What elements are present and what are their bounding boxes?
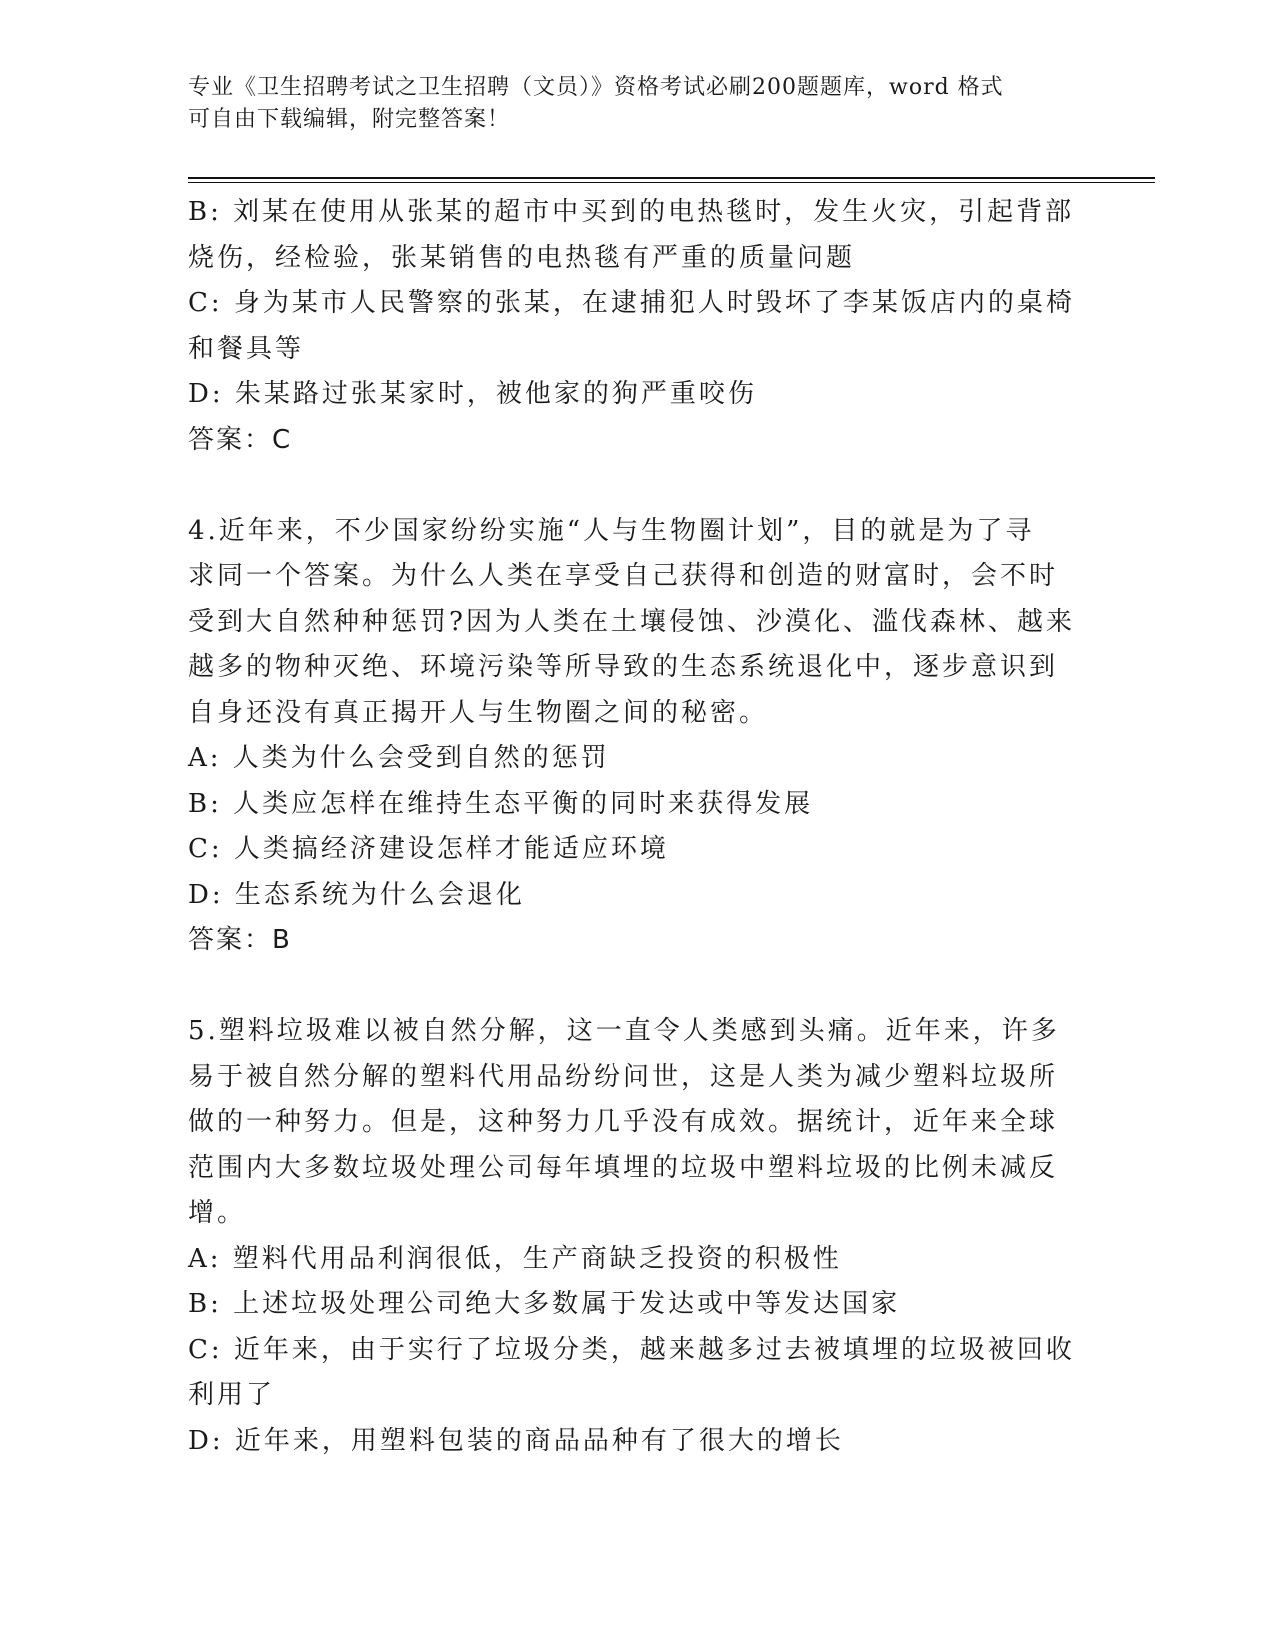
question-4 bbox=[188, 509, 1088, 964]
question-stem-line-1: 5.塑料垃圾难以被自然分解，这一直令人类感到头痛。近年来，许多 bbox=[188, 1016, 1060, 1046]
header-line-2: 可自由下载编辑，附完整答案！ bbox=[188, 107, 511, 132]
question-stem-line-1: 4.近年来，不少国家纷纷实施“人与生物圈计划”，目的就是为了寻 bbox=[188, 515, 1035, 546]
option-b: B: 上述垃圾处理公司绝大多数属于发达或中等发达国家 bbox=[188, 1289, 901, 1319]
option-c-line-2: 和餐具等 bbox=[188, 333, 305, 364]
option-c-line-2: 利用了 bbox=[188, 1380, 276, 1410]
option-b: B: 人类应怎样在维持生态平衡的同时来获得发展 bbox=[188, 788, 814, 819]
option-b-line-1: B: 刘某在使用从张某的超市中买到的电热毯时，发生火灾，引起背部 bbox=[188, 197, 1075, 227]
option-b-line-2: 烧伤，经检验，张某销售的电热毯有严重的质量问题 bbox=[188, 242, 856, 273]
answer-label: 答案：C bbox=[188, 424, 293, 455]
option-d: D: 朱某路过张某家时，被他家的狗严重咬伤 bbox=[188, 379, 757, 409]
header-divider-thick bbox=[188, 177, 1155, 179]
question-stem-line-2: 易于被自然分解的塑料代用品纷纷问世，这是人类为减少塑料垃圾所 bbox=[188, 1061, 1059, 1092]
answer-label: 答案：B bbox=[188, 925, 292, 955]
option-d: D: 生态系统为什么会退化 bbox=[188, 879, 525, 910]
question-stem-line-4: 范围内大多数垃圾处理公司每年填埋的垃圾中塑料垃圾的比例未减反 bbox=[188, 1152, 1059, 1183]
question-3-tail bbox=[188, 190, 1088, 463]
question-stem-line-2: 求同一个答案。为什么人类在享受自己获得和创造的财富时，会不时 bbox=[188, 561, 1059, 591]
header-line-1: 专业《卫生招聘考试之卫生招聘（文员）》资格考试必刷200题题库，word 格式 bbox=[188, 75, 1004, 100]
question-stem-line-3: 做的一种努力。但是，这种努力几乎没有成效。据统计，近年来全球 bbox=[188, 1107, 1059, 1137]
question-stem-line-4: 越多的物种灭绝、环境污染等所导致的生态系统退化中，逐步意识到 bbox=[188, 652, 1059, 682]
document-header bbox=[188, 72, 1068, 136]
option-c-line-1: C: 身为某市人民警察的张某，在逮捕犯人时毁坏了李某饭店内的桌椅 bbox=[188, 288, 1075, 318]
option-a: A: 塑料代用品利润很低，生产商缺乏投资的积极性 bbox=[188, 1243, 842, 1274]
document-body bbox=[188, 190, 1088, 1464]
question-stem-line-5: 自身还没有真正揭开人与生物圈之间的秘密。 bbox=[188, 697, 769, 728]
question-stem-line-3: 受到大自然种种惩罚?因为人类在土壤侵蚀、沙漠化、滥伐森林、越来 bbox=[188, 606, 1075, 637]
spacer bbox=[188, 463, 1088, 509]
option-d: D: 近年来，用塑料包装的商品品种有了很大的增长 bbox=[188, 1425, 844, 1456]
question-5 bbox=[188, 1009, 1088, 1464]
option-c: C: 人类搞经济建设怎样才能适应环境 bbox=[188, 834, 669, 864]
option-c-line-1: C: 近年来，由于实行了垃圾分类，越来越多过去被填埋的垃圾被回收 bbox=[188, 1334, 1075, 1365]
spacer bbox=[188, 964, 1088, 1010]
header-divider-thin bbox=[188, 182, 1155, 183]
option-a: A: 人类为什么会受到自然的惩罚 bbox=[188, 743, 610, 773]
question-stem-line-5: 增。 bbox=[188, 1198, 247, 1228]
